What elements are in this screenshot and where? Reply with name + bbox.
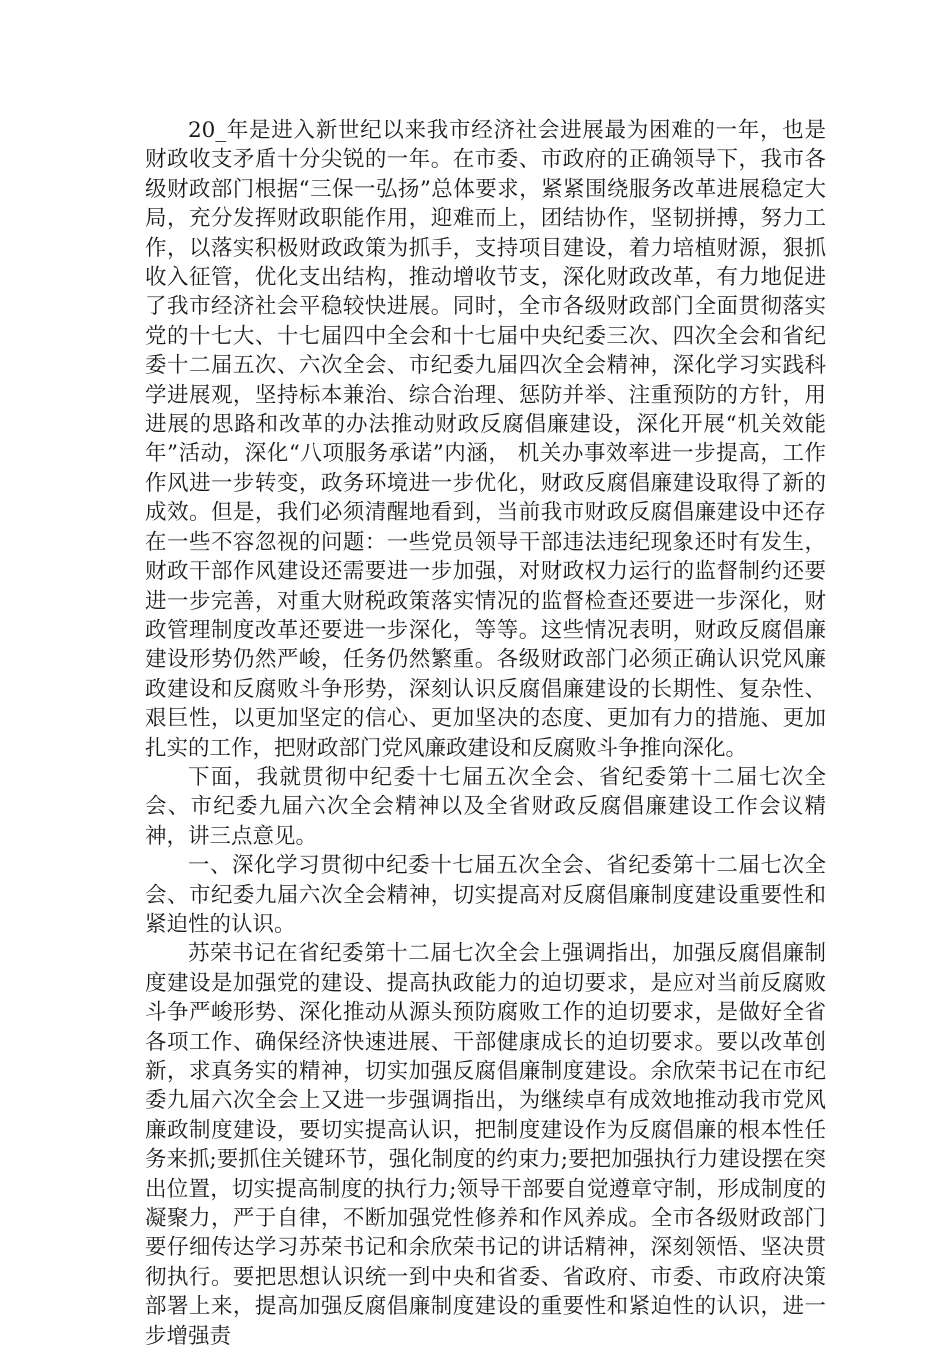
paragraph-intro: 20_年是进入新世纪以来我市经济社会进展最为困难的一年，也是财政收支矛盾十分尖锐的一年。在市委、市政府的正确领导下，我市各级财政部门根据“三保一弘扬”总体要求，紧紧围绕服务改革进展稳定大局，充分发挥财政职能作用，迎难而上，团结协作，坚韧拼搏，努力工作，以落实积极财政政策为抓手，支持项目建设，着力培植财源，狠抓收入征管，优化支出结构，推动增收节支，深化财政改革，有力地促进了我市经济社会平稳较快进展。同时，全市各级财政部门全面贯彻落实党的十七大、十七届四中全会和十七届中央纪委三次、四次全会和省纪委十二届五次、六次全会、市纪委九届四次全会精神，深化学习实践科学进展观，坚持标本兼治、综合治理、惩防并举、注重预防的方针，用进展的思路和改革的办法推动财政反腐倡廉建设，深化开展“机关效能年”活动，深化“八项服务承诺”内涵， 机关办事效率进一步提高，工作作风进一步转变，政务环境进一步优化，财政反腐倡廉建设取得了新的成效。但是，我们必须清醒地看到，当前我市财政反腐倡廉建设中还存在一些不容忽视的问题：一些党员领导干部违法违纪现象还时有发生，财政干部作风建设还需要进一步加强，对财政权力运行的监督制约还要进一步完善，对重大财税政策落实情况的监督检查还要进一步深化，财政管理制度改革还要进一步深化，等等。这些情况表明，财政反腐倡廉建设形势仍然严峻，任务仍然繁重。各级财政部门必须正确认识党风廉政建设和反腐败斗争形势，深刻认识反腐倡廉建设的长期性、复杂性、艰巨性，以更加坚定的信心、更加坚决的态度、更加有力的措施、更加扎实的工作，把财政部门党风廉政建设和反腐败斗争推向深化。: [145, 118, 826, 761]
section-heading-one: 一、深化学习贯彻中纪委十七届五次全会、省纪委第十二届七次全会、市纪委九届六次全会精神，切实提高对反腐倡廉制度建设重要性和紧迫性的认识。: [145, 853, 826, 937]
paragraph-section-one: 苏荣书记在省纪委第十二届七次全会上强调指出，加强反腐倡廉制度建设是加强党的建设、提高执政能力的迫切要求，是应对当前反腐败斗争严峻形势、深化推动从源头预防腐败工作的迫切要求，是做好全省各项工作、确保经济快速进展、干部健康成长的迫切要求。要以改革创新，求真务实的精神，切实加强反腐倡廉制度建设。余欣荣书记在市纪委九届六次全会上又进一步强调指出，为继续卓有成效地推动我市党风廉政制度建设，要切实提高认识，把制度建设作为反腐倡廉的根本性任务来抓;要抓住关键环节，强化制度的约束力;要把加强执行力建设摆在突出位置，切实提高制度的执行力;领导干部要自觉遵章守制，形成制度的凝聚力，严于自律，不断加强党性修养和作风养成。全市各级财政部门要仔细传达学习苏荣书记和余欣荣书记的讲话精神，深刻领悟、坚决贯彻执行。要把思想认识统一到中央和省委、省政府、市委、市政府决策部署上来，提高加强反腐倡廉制度建设的重要性和紧迫性的认识，进一步增强责: [145, 941, 826, 1349]
document-body: [145, 116, 826, 1351]
paragraph-outline: 下面，我就贯彻中纪委十七届五次全会、省纪委第十二届七次全会、市纪委九届六次全会精神以及全省财政反腐倡廉建设工作会议精神，讲三点意见。: [145, 764, 826, 849]
